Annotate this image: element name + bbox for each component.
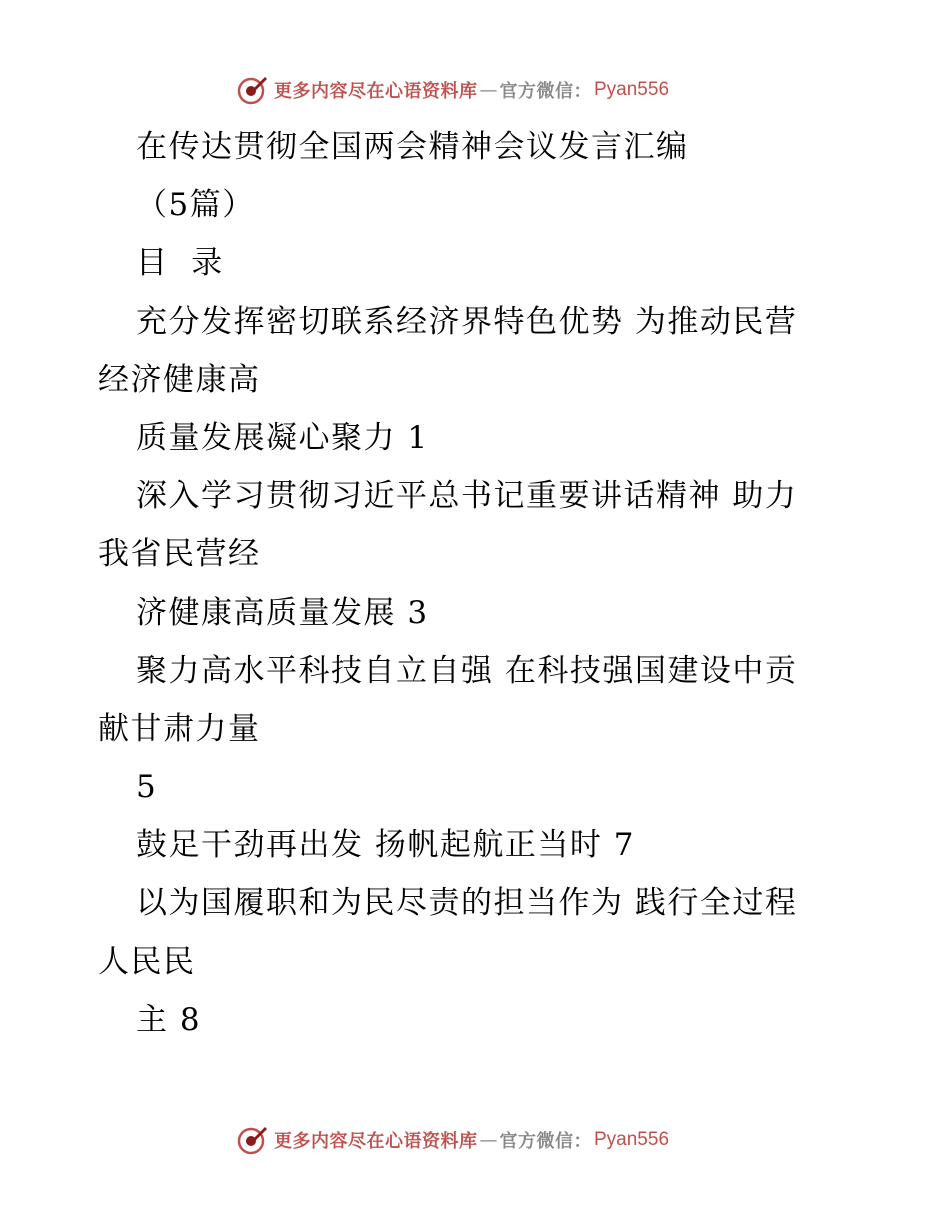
toc-line: 深入学习贯彻习近平总书记重要讲话精神 助力 <box>136 478 798 515</box>
watermark-handle: Pyan556 <box>594 1129 670 1150</box>
watermark-text: 更多内容尽在心语资料库 <box>274 1131 478 1152</box>
footer-watermark <box>236 1122 669 1158</box>
watermark-wechat-label: 官方微信： <box>499 1131 592 1152</box>
document-title: 在传达贯彻全国两会精神会议发言汇编 <box>136 129 689 165</box>
toc-line: 以为国履职和为民尽责的担当作为 践行全过程 <box>136 885 798 922</box>
watermark-handle: Pyan556 <box>594 79 670 100</box>
toc-line: 我省民营经 <box>98 536 261 573</box>
watermark-dash: — <box>479 1129 498 1151</box>
header-watermark <box>236 72 669 108</box>
toc-line: 质量发展凝心聚力 1 <box>136 419 429 456</box>
pen-logo-icon <box>236 74 268 106</box>
toc-line: 鼓足干劲再出发 扬帆起航正当时 7 <box>136 827 635 864</box>
document-body <box>98 118 838 1049</box>
toc-line: 济健康高质量发展 3 <box>136 594 429 631</box>
document-count: （5篇） <box>136 187 255 224</box>
toc-line: 5 <box>136 769 158 806</box>
toc-line: 充分发挥密切联系经济界特色优势 为推动民营 <box>136 303 798 340</box>
toc-line: 主 8 <box>136 1001 202 1038</box>
toc-line: 经济健康高 <box>98 361 261 398</box>
toc-line: 人民民 <box>98 943 196 980</box>
toc-line: 献甘肃力量 <box>98 710 261 747</box>
watermark-wechat-label: 官方微信： <box>499 81 592 102</box>
toc-heading: 目 录 <box>136 245 224 282</box>
watermark-text: 更多内容尽在心语资料库 <box>274 81 478 102</box>
pen-logo-icon <box>236 1124 268 1156</box>
watermark-dash: — <box>479 79 498 101</box>
toc-line: 聚力高水平科技自立自强 在科技强国建设中贡 <box>136 652 798 689</box>
